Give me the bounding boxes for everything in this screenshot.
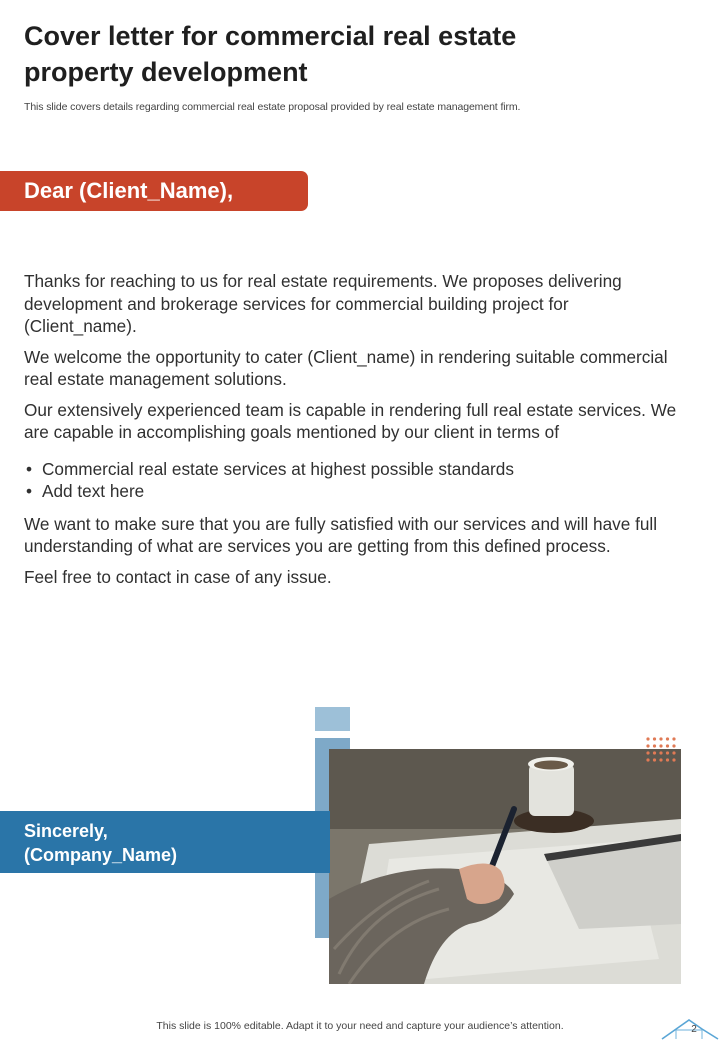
- page-subtitle: This slide covers details regarding commercial real estate proposal provided by real estate management firm.: [24, 101, 521, 113]
- page-title-line-1: Cover letter for commercial real estate: [24, 21, 517, 51]
- letter-paragraph-5: Feel free to contact in case of any issue.: [24, 566, 332, 587]
- page-title: [24, 18, 664, 90]
- list-item: • Add text here: [24, 480, 684, 503]
- letter-paragraph-4: We want to make sure that you are fully satisfied with our services and will have full understanding of what are services you are getting from this defined process.: [24, 513, 658, 556]
- decorative-dots-icon: [645, 736, 677, 764]
- list-item: • Commercial real estate services at highest possible standards: [24, 458, 684, 481]
- writing-hand-coffee-photo: [329, 749, 681, 984]
- decorative-bar-top: [315, 707, 350, 731]
- photo-illustration: [329, 749, 681, 984]
- signoff-line-2: (Company_Name): [24, 845, 178, 865]
- letter-paragraph-3: Our extensively experienced team is capable in rendering full real estate services. We are capable in accomplishing goals mentioned by our client in terms of: [24, 399, 677, 442]
- signoff-line-1: Sincerely,: [24, 821, 108, 841]
- footer-note: This slide is 100% editable. Adapt it to your need and capture your audience’s attention.: [156, 1020, 564, 1032]
- greeting-banner: Dear (Client_Name),: [0, 171, 308, 211]
- letter-bullet-list: [24, 458, 684, 503]
- page-number: 2: [691, 1024, 697, 1035]
- page-title-line-2: property development: [24, 57, 308, 87]
- signoff-banner: [0, 811, 330, 873]
- letter-body: [24, 270, 684, 596]
- letter-paragraph-1: Thanks for reaching to us for real estate requirements. We proposes delivering development and brokerage services for commercial building project for (Client_name).: [24, 271, 622, 336]
- letter-paragraph-2: We welcome the opportunity to cater (Client_name) in rendering suitable commercial real estate management solutions.: [24, 346, 668, 389]
